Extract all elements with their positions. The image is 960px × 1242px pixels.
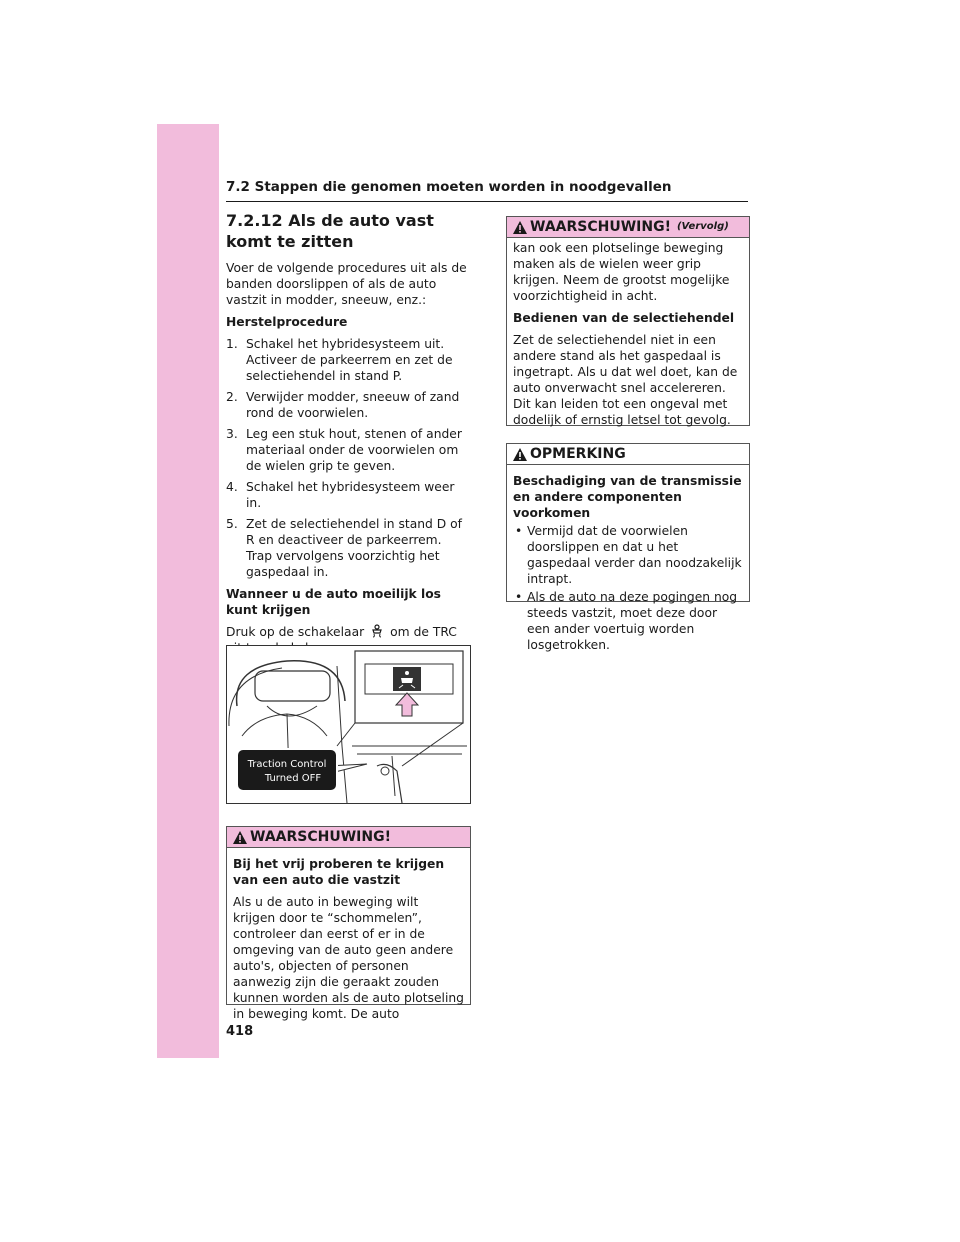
warning-continued-text: kan ook een plotselinge beweging maken als de wielen weer grip krijgen. Neem de grootst mogelijke voorzichtigheid in acht. — [513, 241, 730, 303]
trc-instruction: Druk op de schakelaar om de TRC — [226, 625, 457, 639]
trc-switch-illustration — [226, 645, 471, 804]
right-column — [506, 216, 750, 652]
warning-box — [226, 826, 471, 1021]
step-item: 2. Verwijder modder, sneeuw of zand rond de voorwielen. — [226, 390, 460, 420]
warning-header — [227, 827, 470, 848]
note-subheading: Beschadiging van de transmissie en andere componenten voorkomen — [513, 474, 742, 520]
recovery-heading: Herstelprocedure — [226, 315, 348, 329]
warning-text: Als u de auto in beweging wilt krijgen door te “schommelen”, controleer dan eerst of er in de omgeving van de auto geen andere auto's, objecten of personen aanwezig zijn die geraakt zouden kunnen worden als de auto plotseling in beweging komt. De auto — [233, 895, 464, 1021]
recovery-steps — [226, 336, 470, 580]
warning-triangle-icon — [233, 831, 247, 844]
warning-subheading: Bij het vrij proberen te krijgen van een auto die vastzit — [233, 857, 445, 887]
shift-lever-heading: Bedienen van de selectiehendel — [513, 311, 735, 325]
warning-continued-suffix: (Vervolg) — [676, 221, 729, 232]
list-item: • Als de auto na deze pogingen nog steeds vastzit, moet deze door een ander voertuig worden losgetrokken. — [513, 589, 743, 653]
step-item: 1. Schakel het hybridesysteem uit. Activeer de parkeerrem en zet de selectiehendel in stand P. — [226, 337, 453, 383]
intro-text: Voer de volgende procedures uit als de banden doorslippen of als de auto vastzit in modder, sneeuw, enz.: — [226, 261, 467, 307]
note-body — [507, 465, 749, 661]
shift-lever-text: Zet de selectiehendel niet in een andere stand als het gaspedaal is ingetrapt. Als u dat wel doet, kan de auto onverwacht snel accelereren. Dit kan leiden tot een ongeval met dodelijk of ernstig letsel tot gevolg. — [513, 333, 738, 427]
trc-label-line2: Turned OFF — [264, 773, 322, 784]
step-item: 4. Schakel het hybridesysteem weer in. — [226, 480, 455, 510]
trc-label-line1: Traction Control — [247, 759, 327, 770]
difficult-heading: Wanneer u de auto moeilijk los kunt krijgen — [226, 587, 441, 617]
warning-body — [227, 848, 470, 1028]
warning-triangle-icon — [513, 221, 527, 234]
note-title: OPMERKING — [530, 446, 626, 462]
note-triangle-icon — [513, 448, 527, 461]
warning-continued-box — [506, 216, 750, 426]
list-item: • Vermijd dat de voorwielen doorslippen en dat u het gaspedaal verder dan noodzakelijk intrapt. — [513, 523, 743, 587]
page-number: 418 — [226, 1024, 254, 1039]
warning-title: WAARSCHUWING! — [250, 829, 391, 845]
warning-continued-header — [507, 217, 749, 238]
note-header — [507, 444, 749, 465]
trc-off-icon — [370, 624, 384, 638]
warning-continued-body — [507, 238, 749, 434]
section-header: 7.2 Stappen die genomen moeten worden in noodgevallen — [226, 179, 748, 202]
warning-continued-title: WAARSCHUWING! — [530, 219, 671, 235]
page-sidebar — [157, 124, 219, 1058]
step-item: 5. Zet de selectiehendel in stand D of R en deactiveer de parkeerrem. Trap vervolgens voorzichtig het gaspedaal in. — [226, 517, 462, 579]
dashboard-drawing — [227, 646, 470, 803]
left-column — [226, 208, 470, 662]
step-item: 3. Leg een stuk hout, stenen of ander materiaal onder de voorwielen om de wielen grip te geven. — [226, 427, 462, 473]
note-box — [506, 443, 750, 652]
section-title: 7.2.12 Als de auto vast komt te zitten — [226, 211, 434, 251]
note-list — [513, 523, 743, 653]
